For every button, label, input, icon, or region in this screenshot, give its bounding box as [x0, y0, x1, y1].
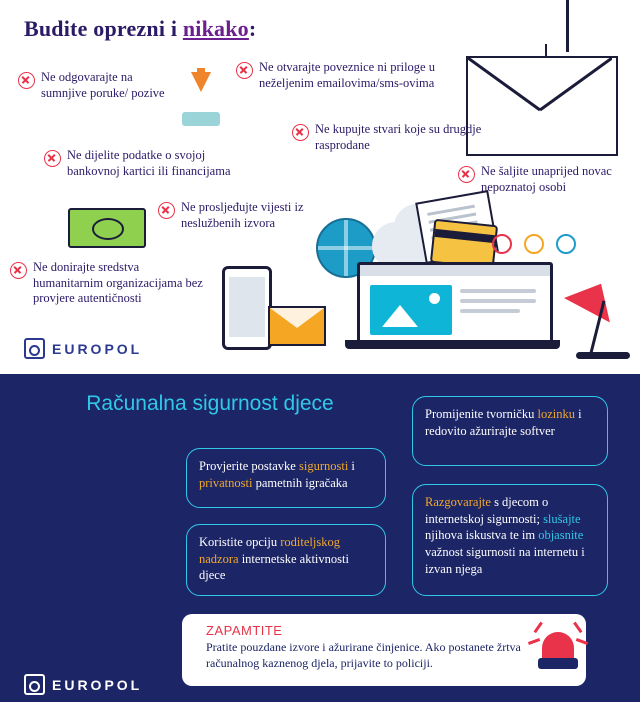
tip-1-part-1: Provjerite postavke: [199, 459, 299, 473]
tip-3-part-2: lozinku: [537, 407, 575, 421]
warning-item-2-label: Ne otvarajte poveznice ni priloge u neželjenim emailovima/sms-ovima: [259, 60, 435, 90]
dot-yellow-icon: [524, 234, 544, 254]
remember-body: Pratite pouzdane izvore i ažurirane činjenice. Ako postanete žrtva računalnog kaznenog djela, prijavite to policiji.: [206, 640, 521, 670]
tip-1-part-4: privatnosti: [199, 475, 253, 490]
europol-logo-top-label: EUROPOL: [52, 340, 143, 357]
tip-3-part-3: i redovito: [425, 407, 582, 438]
tip-4-part-4: njihova iskustva te im: [425, 528, 539, 543]
page-title-prefix: Budite oprezni i: [24, 16, 183, 41]
tip-4-part-2: s djecom o internetskoj sigurnosti;: [425, 495, 549, 526]
europol-mark-icon: [24, 338, 45, 359]
tip-1-part-5: pametnih igračaka: [252, 475, 348, 490]
europol-logo-top: [24, 338, 142, 359]
tip-2-part-1: Koristite opciju: [199, 535, 281, 549]
warning-item-4-label: Ne dijelite podatke o svojoj bankovnoj kartici ili financijama: [67, 148, 231, 178]
cross-icon: [158, 202, 175, 219]
europol-mark-icon: [24, 674, 45, 695]
warning-item-5-label: Ne šaljite unaprijed novac nepoznatoj osobi: [481, 164, 612, 194]
download-arrow-icon: [182, 68, 220, 128]
dot-blue-icon: [556, 234, 576, 254]
envelope-icon: [466, 56, 618, 156]
page-title-suffix: :: [248, 16, 257, 41]
warning-item-6: [158, 200, 306, 231]
tip-2-part-3: internetske aktivnosti djece: [199, 551, 349, 583]
tip-4-part-3: slušajte: [543, 511, 581, 526]
tip-box-4: [412, 484, 608, 596]
desk-lamp-icon: [564, 272, 624, 323]
warning-item-2: [236, 60, 458, 91]
tip-1-part-3: i: [348, 459, 355, 473]
desk-lamp-base-icon: [576, 352, 630, 359]
tip-box-2: [186, 524, 386, 596]
envelope-fold-icon: [468, 58, 612, 150]
alarm-siren-icon: [536, 622, 580, 674]
tip-1-part-2: sigurnosti: [298, 459, 349, 473]
money-stack-icon: [68, 208, 146, 248]
tip-box-1: [186, 448, 386, 508]
tip-4-part-5: objasnite: [538, 528, 584, 543]
warning-item-6-label: Ne prosljeđujte vijesti iz neslužbenih izvora: [181, 200, 304, 230]
cross-icon: [236, 62, 253, 79]
cross-icon: [292, 124, 309, 141]
warning-item-7: [10, 260, 206, 307]
tip-4-part-1: Razgovarajte: [425, 495, 491, 509]
tip-box-3: [412, 396, 608, 466]
tip-3-part-4: ažurirajte softver: [469, 423, 555, 438]
cross-icon: [18, 72, 35, 89]
warning-item-7-label: Ne donirajte sredstva humanitarnim organizacijama bez provjere autentičnosti: [33, 260, 203, 306]
image-placeholder-icon: [370, 285, 452, 335]
cross-icon: [458, 166, 475, 183]
status-dots-icon: [492, 234, 576, 254]
warning-item-3: [292, 122, 482, 153]
page-title-underlined: nikako: [182, 16, 249, 41]
warning-item-3-label: Ne kupujte stvari koje su drugdje rasprodane: [315, 122, 482, 152]
section-title: Računalna sigurnost djece: [86, 392, 334, 415]
tip-3-part-1: Promijenite tvorničku: [425, 407, 538, 421]
dot-red-icon: [492, 234, 512, 254]
cross-icon: [44, 150, 61, 167]
warning-item-1: [18, 70, 168, 101]
remember-title: ZAPAMTITE: [206, 623, 283, 638]
remember-box: [182, 614, 586, 686]
cross-icon: [10, 262, 27, 279]
warning-item-1-label: Ne odgovarajte na sumnjive poruke/ pozive: [41, 70, 165, 100]
laptop-icon: [345, 262, 560, 354]
tip-4-part-6: važnost sigurnosti na internetu i izvan njega: [425, 544, 585, 576]
email-icon: [268, 306, 326, 346]
smartphone-icon: [222, 266, 272, 350]
page-title: [24, 16, 256, 42]
warning-item-5: [458, 164, 628, 195]
warning-item-4: [44, 148, 244, 179]
europol-logo-bottom-label: EUROPOL: [52, 676, 143, 693]
europol-logo-bottom: [24, 674, 142, 695]
tip-2-part-2: roditeljskog nadzora: [199, 535, 340, 566]
